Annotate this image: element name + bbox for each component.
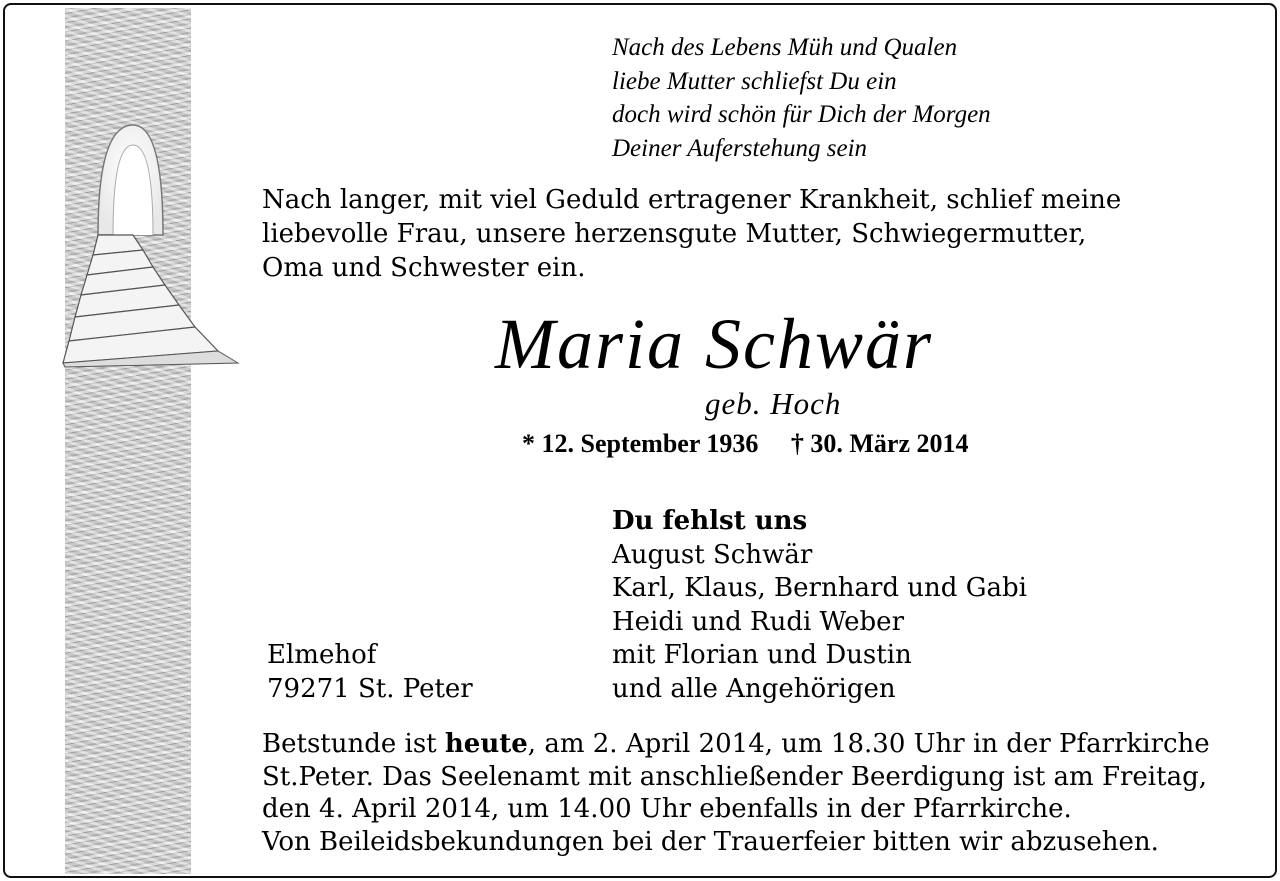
poem-line: Nach des Lebens Müh und Qualen <box>612 34 958 61</box>
notice-line: Von Beileidsbekundungen bei der Trauerfeier bitten wir abzusehen. <box>262 826 1159 857</box>
poem-line: liebe Mutter schliefst Du ein <box>612 67 897 95</box>
notice-line: St.Peter. Das Seelenamt mit anschließender Beerdigung ist am Freitag, <box>262 761 1207 792</box>
poem-line: Deiner Auferstehung sein <box>612 134 868 162</box>
service-notice <box>262 728 1252 858</box>
notice-text: , am 2. April 2014, um 18.30 Uhr in der Pfarrkirche <box>527 729 1210 759</box>
notice-line <box>262 728 1252 761</box>
intro-line: liebevolle Frau, unsere herzensgute Mutter, Schwiegermutter, <box>262 219 1087 249</box>
address-block <box>267 639 473 706</box>
birth-date: * 12. September 1936 <box>522 429 759 458</box>
notice-emphasis: heute <box>444 729 528 759</box>
stairway-to-light-illustration <box>53 105 253 385</box>
obituary-card <box>3 3 1277 878</box>
family-member: August Schwär <box>612 539 813 570</box>
family-list <box>612 505 1027 706</box>
address-line: 79271 St. Peter <box>267 673 473 704</box>
poem-line: doch wird schön für Dich der Morgen <box>612 101 991 128</box>
life-dates <box>522 429 969 459</box>
intro-text <box>262 183 1252 285</box>
maiden-name: geb. Hoch <box>705 386 842 421</box>
notice-text: Betstunde ist <box>262 729 445 759</box>
intro-line: Oma und Schwester ein. <box>262 253 586 283</box>
family-member: mit Florian und Dustin <box>612 640 912 670</box>
address-line: Elmehof <box>267 640 377 670</box>
death-date: † 30. März 2014 <box>790 429 969 458</box>
family-heading: Du fehlst uns <box>612 506 808 536</box>
family-member: Karl, Klaus, Bernhard und Gabi <box>612 573 1027 603</box>
family-member: Heidi und Rudi Weber <box>612 606 904 637</box>
deceased-name: Maria Schwär <box>495 304 933 384</box>
intro-line: Nach langer, mit viel Geduld ertragener Krankheit, schlief meine <box>262 185 1122 215</box>
memorial-poem <box>612 31 991 165</box>
notice-line: den 4. April 2014, um 14.00 Uhr ebenfalls in der Pfarrkirche. <box>262 794 1072 824</box>
family-member: und alle Angehörigen <box>612 673 896 704</box>
